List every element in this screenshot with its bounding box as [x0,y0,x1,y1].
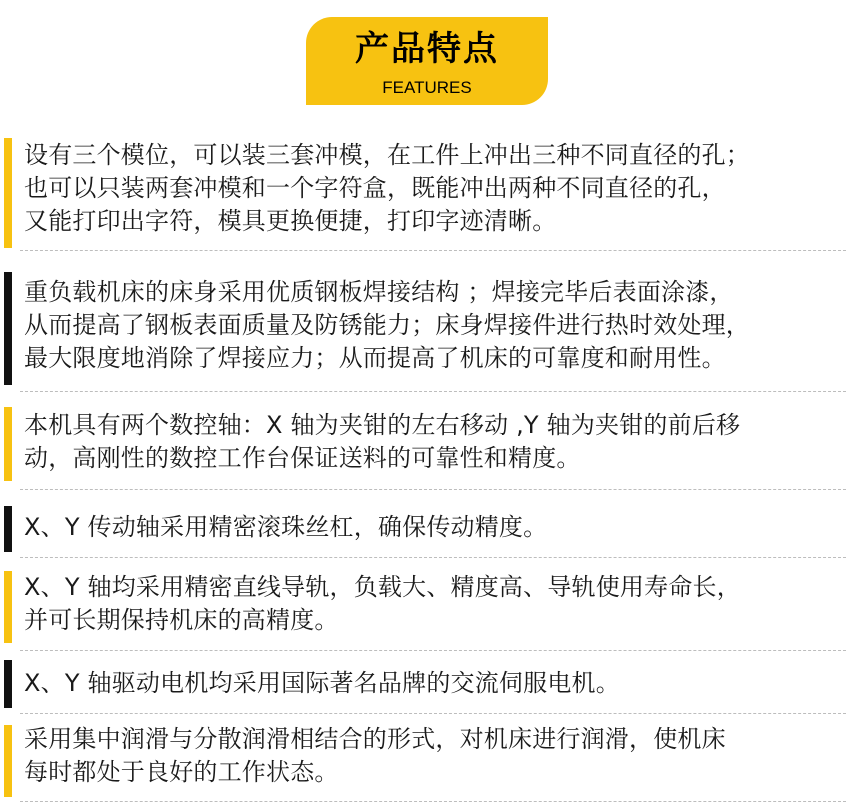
feature-text: X、Y 轴驱动电机均采用国际著名品牌的交流伺服电机。 [24,669,620,697]
feature-text: X、Y 轴均采用精密直线导轨，负载大、精度高、导轨使用寿命长， 并可长期保持机床的高精度。 [24,573,741,634]
section-subtitle: FEATURES [382,78,472,97]
divider [20,250,846,251]
divider [20,391,846,392]
feature-item [0,506,852,552]
divider [20,650,846,651]
feature-item [0,407,852,481]
section-title: 产品特点 [355,29,499,69]
feature-text: 采用集中润滑与分散润滑相结合的形式，对机床进行润滑，使机床 每时都处于良好的工作状态。 [24,725,726,786]
feature-text: X、Y 传动轴采用精密滚珠丝杠，确保传动精度。 [24,513,548,541]
divider [20,801,846,802]
feature-accent-bar [4,138,12,248]
feature-item [0,138,852,248]
divider [20,557,846,558]
feature-item [0,272,852,385]
feature-text: 本机具有两个数控轴：X 轴为夹钳的左右移动 ,Y 轴为夹钳的前后移 动，高刚性的数控工作台保证送料的可靠性和精度。 [24,411,741,472]
feature-text: 重负载机床的床身采用优质钢板焊接结构 ；焊接完毕后表面涂漆， 从而提高了钢板表面质量及防锈能力；床身焊接件进行热时效处理， 最大限度地消除了焊接应力；从而提高了机床的可靠度和耐用性。 [24,278,750,372]
feature-item [0,725,852,797]
feature-text: 设有三个模位，可以装三套冲模，在工件上冲出三种不同直径的孔； 也可以只装两套冲模和一个字符盒，既能冲出两种不同直径的孔， 又能打印出字符，模具更换便捷，打印字迹清晰。 [24,141,750,235]
feature-accent-bar [4,725,12,797]
feature-item [0,571,852,643]
feature-accent-bar [4,571,12,643]
divider [20,489,846,490]
feature-accent-bar [4,660,12,708]
feature-accent-bar [4,506,12,552]
divider [20,713,846,714]
feature-accent-bar [4,407,12,481]
feature-accent-bar [4,272,12,385]
feature-item [0,660,852,708]
